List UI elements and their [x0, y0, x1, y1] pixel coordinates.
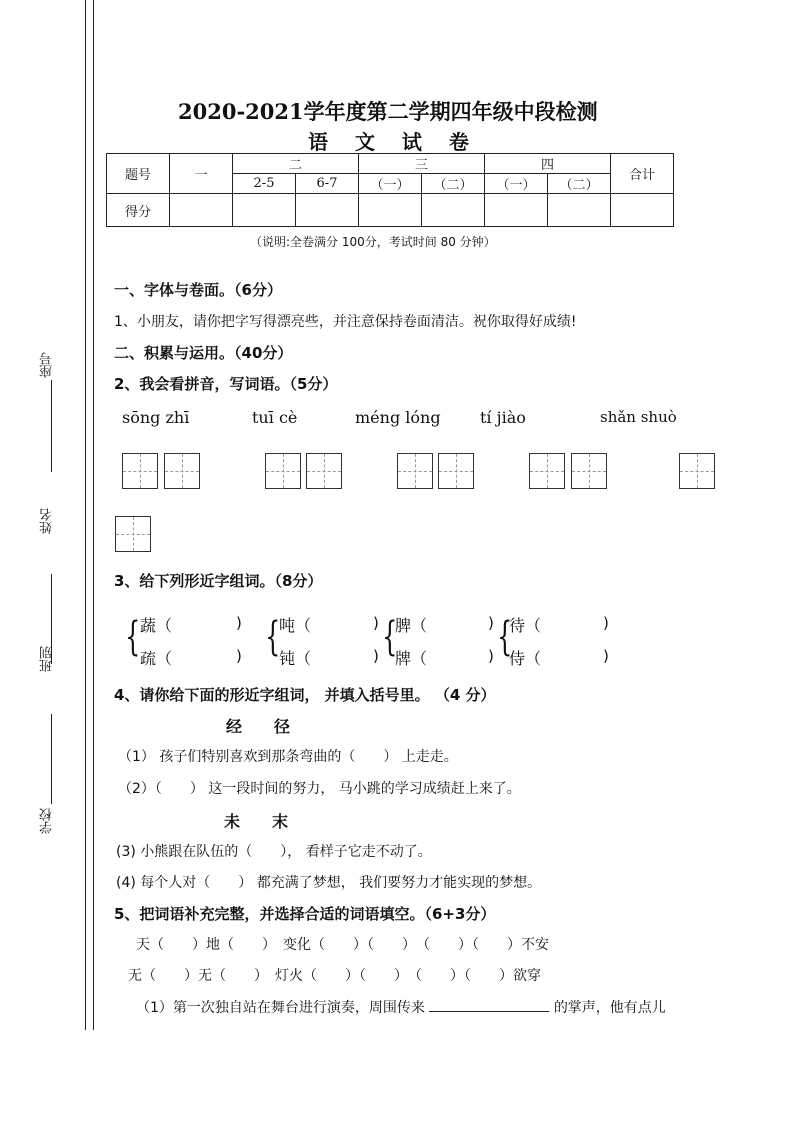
table-label-score: 得分: [107, 194, 170, 227]
writing-box[interactable]: [438, 453, 474, 489]
score-cell[interactable]: [422, 194, 485, 227]
exam-note: （说明:全卷满分 100分，考试时间 80 分钟）: [250, 235, 496, 249]
score-cell[interactable]: [233, 194, 296, 227]
q5-sentence-1-post: 的掌声，他有点儿: [553, 1000, 666, 1016]
brace-icon: {: [125, 614, 141, 660]
table-col-4: 四: [485, 154, 611, 174]
writing-box[interactable]: [397, 453, 433, 489]
q5-sentence-1: [136, 997, 666, 1017]
section-1-text: 1、小朋友，请你把字写得漂亮些，并注意保持卷面清洁。祝你取得好成绩!: [114, 314, 577, 330]
binding-line-inner: [93, 0, 94, 1030]
q4-sentence-4: (4) 每个人对（ ） 都充满了梦想， 我们要努力才能实现的梦想。: [116, 875, 542, 891]
writing-box[interactable]: [529, 453, 565, 489]
table-col-2: 二: [233, 154, 359, 174]
table-sub: （一）: [359, 174, 422, 194]
pair-3-a: 脾（: [395, 616, 428, 635]
q4-sentence-3: (3) 小熊跟在队伍的（ ）， 看样子它走不动了。: [116, 844, 432, 860]
table-sub: （一）: [485, 174, 548, 194]
question-3-title: 3、给下列形近字组词。（8分）: [114, 572, 323, 590]
q5-row-2: 无（ ）无（ ） 灯火（ ）（ ） （ ）（ ）欲穿: [128, 968, 541, 984]
margin-name-label: 姓名: [40, 508, 55, 534]
section-2-title: 二、积累与运用。（40分）: [114, 344, 293, 362]
table-col-3: 三: [359, 154, 485, 174]
score-cell[interactable]: [170, 194, 233, 227]
margin-class-label: 班别: [40, 646, 55, 672]
writing-box[interactable]: [164, 453, 200, 489]
pair-4-close-a: ): [603, 614, 609, 632]
writing-box[interactable]: [265, 453, 301, 489]
pinyin-5: shǎn shuò: [600, 408, 677, 426]
margin-seat-line: [51, 380, 52, 472]
pinyin-4: tí jiào: [480, 408, 526, 427]
q5-sentence-1-pre: （1）第一次独自站在舞台进行演奏，周围传来: [136, 1000, 425, 1016]
pair-2-a: 吨（: [279, 616, 312, 635]
pair-2-close-a: ): [373, 614, 379, 632]
score-cell[interactable]: [359, 194, 422, 227]
table-col-1: 一: [170, 154, 233, 194]
table-total: 合计: [611, 154, 674, 194]
writing-box[interactable]: [115, 516, 151, 552]
q4-sentence-2: （2）（ ） 这一段时间的努力， 马小跳的学习成绩赶上来了。: [118, 781, 521, 797]
pair-1-b: 疏（: [140, 649, 173, 668]
score-cell[interactable]: [485, 194, 548, 227]
score-cell[interactable]: [548, 194, 611, 227]
pinyin-1: sōng zhī: [122, 408, 190, 427]
margin-class-line: [51, 714, 52, 804]
pinyin-3: méng lóng: [355, 408, 441, 427]
page-title: 2020-2021学年度第二学期四年级中段检测: [178, 99, 598, 124]
pair-1-a: 蔬（: [140, 616, 173, 635]
brace-icon: {: [265, 614, 281, 660]
binding-line-outer: [85, 0, 86, 1030]
pair-3-close-a: ): [488, 614, 494, 632]
pair-3-b: 牌（: [395, 649, 428, 668]
q4-sentence-1: （1） 孩子们特别喜欢到那条弯曲的（ ） 上走走。: [118, 749, 458, 765]
pair-4-a: 待（: [509, 616, 542, 635]
pair-4-close-b: ): [603, 647, 609, 665]
pair-3-close-b: ): [488, 647, 494, 665]
score-cell[interactable]: [296, 194, 359, 227]
pair-2-b: 钝（: [279, 649, 312, 668]
brace-icon: {: [497, 614, 513, 660]
score-cell[interactable]: [611, 194, 674, 227]
question-4-title: 4、请你给下面的形近字组词， 并填入括号里。 （4 分）: [114, 686, 496, 704]
margin-school-label: 学校: [40, 808, 55, 834]
answer-blank[interactable]: [429, 997, 549, 1012]
score-table: [106, 153, 674, 227]
brace-icon: {: [382, 614, 398, 660]
section-1-title: 一、字体与卷面。（6分）: [114, 281, 282, 299]
writing-box[interactable]: [122, 453, 158, 489]
writing-box[interactable]: [306, 453, 342, 489]
q5-row-1: 天（ ）地（ ） 变化（ ）（ ） （ ）（ ）不安: [136, 937, 549, 953]
q4-chars-2: 未 末: [224, 812, 289, 831]
page-subtitle: 语 文 试 卷: [308, 130, 479, 154]
pair-2-close-b: ): [373, 647, 379, 665]
pair-1-close-b: ): [236, 647, 242, 665]
table-sub: 2-5: [233, 174, 296, 194]
writing-box[interactable]: [571, 453, 607, 489]
writing-box[interactable]: [679, 453, 715, 489]
pinyin-2: tuī cè: [252, 408, 298, 427]
table-sub: （二）: [422, 174, 485, 194]
question-2-title: 2、我会看拼音，写词语。（5分）: [114, 375, 338, 393]
pair-4-b: 侍（: [509, 649, 542, 668]
table-sub: （二）: [548, 174, 611, 194]
table-label-number: 题号: [107, 154, 170, 194]
margin-seat-label: 座号: [40, 352, 55, 378]
q4-chars-1: 经 径: [226, 717, 291, 736]
table-sub: 6-7: [296, 174, 359, 194]
question-5-title: 5、把词语补充完整，并选择合适的词语填空。（6+3分）: [114, 905, 496, 923]
pair-1-close-a: ): [236, 614, 242, 632]
